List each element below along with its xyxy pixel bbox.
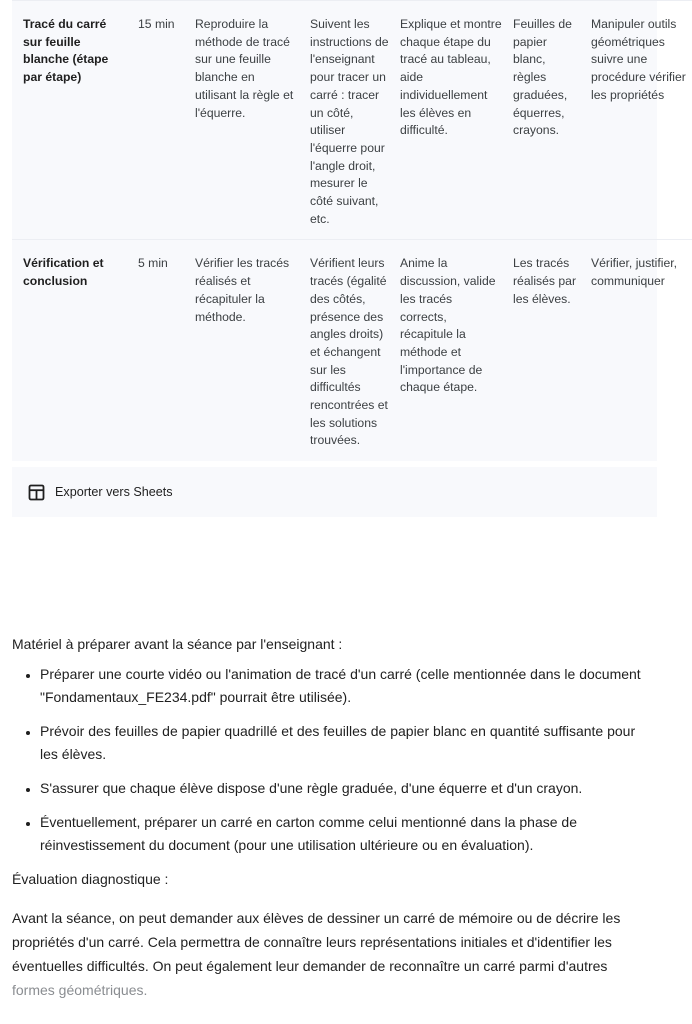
evaluation-paragraph (12, 906, 647, 1002)
cell-teacher: Explique et montre chaque étape du tracé au tableau, aide individuellement les élèves en difficulté. (400, 17, 502, 138)
evaluation-text-fading: formes géométriques. (12, 982, 148, 998)
lesson-plan-table (12, 0, 692, 461)
cell-material: Les tracés réalisés par les élèves. (513, 256, 576, 306)
cell-skills: Vérifier, justifier, communiquer (591, 256, 678, 289)
list-item: • Éventuellement, préparer un carré en carton comme celui mentionné dans la phase de réinvestissement du document (pour une utilisation ultérieure ou en évaluation). (40, 811, 647, 857)
table-grid-icon (28, 484, 45, 501)
export-label: Exporter vers Sheets (55, 485, 173, 500)
materials-heading: Matériel à préparer avant la séance par l'enseignant : (12, 636, 343, 652)
table-row (12, 1, 692, 240)
list-item: • Prévoir des feuilles de papier quadrillé et des feuilles de papier blanc en quantité suffisante pour les élèves. (40, 720, 647, 766)
cell-teacher: Anime la discussion, valide les tracés corrects, récapitule la méthode et l'importance de chaque étape. (400, 256, 496, 395)
cell-phase: Vérification et conclusion (23, 256, 104, 289)
cell-material: Feuilles de papier blanc, règles graduées, équerres, crayons. (513, 17, 572, 138)
evaluation-heading: Évaluation diagnostique : (12, 871, 169, 887)
cell-students: Suivent les instructions de l'enseignant pour tracer un carré : tracer un côté, utiliser l'équerre pour l'angle droit, mesurer le côté suivant, etc. (310, 17, 389, 226)
export-to-sheets-button[interactable] (12, 461, 657, 517)
list-item: • S'assurer que chaque élève dispose d'une règle graduée, d'une équerre et d'un crayon. (40, 777, 647, 800)
list-item: • Préparer une courte vidéo ou l'animation de tracé d'un carré (celle mentionnée dans le document "Fondamentaux_FE234.pdf" pourrait être utilisée). (40, 663, 647, 709)
cell-phase: Tracé du carré sur feuille blanche (étape par étape) (23, 17, 109, 85)
cell-skills: Manipuler outils géométriques suivre une procédure vérifier les propriétés (591, 17, 686, 102)
table-scroll-area[interactable] (12, 0, 686, 461)
evaluation-text: Avant la séance, on peut demander aux élèves de dessiner un carré de mémoire ou de décrire les propriétés d'un carré. Cela permettra de connaître leurs représentations initiales et d'identifier les éventuelles difficultés. On peut également leur demander de reconnaître un carré parmi d'autres (12, 910, 621, 974)
response-content (12, 633, 647, 1002)
cell-duration: 5 min (138, 256, 168, 271)
cell-objective: Vérifier les tracés réalisés et récapituler la méthode. (195, 256, 290, 324)
lesson-table-card (12, 0, 686, 517)
cell-students: Vérifient leurs tracés (égalité des côtés, présence des angles droits) et échangent sur les difficultés rencontrées et les solutions trouvées. (310, 256, 388, 448)
materials-list (12, 663, 647, 857)
table-row (12, 240, 692, 461)
cell-duration: 15 min (138, 17, 175, 31)
cell-objective: Reproduire la méthode de tracé sur une feuille blanche en utilisant la règle et l'équerre. (195, 17, 294, 120)
